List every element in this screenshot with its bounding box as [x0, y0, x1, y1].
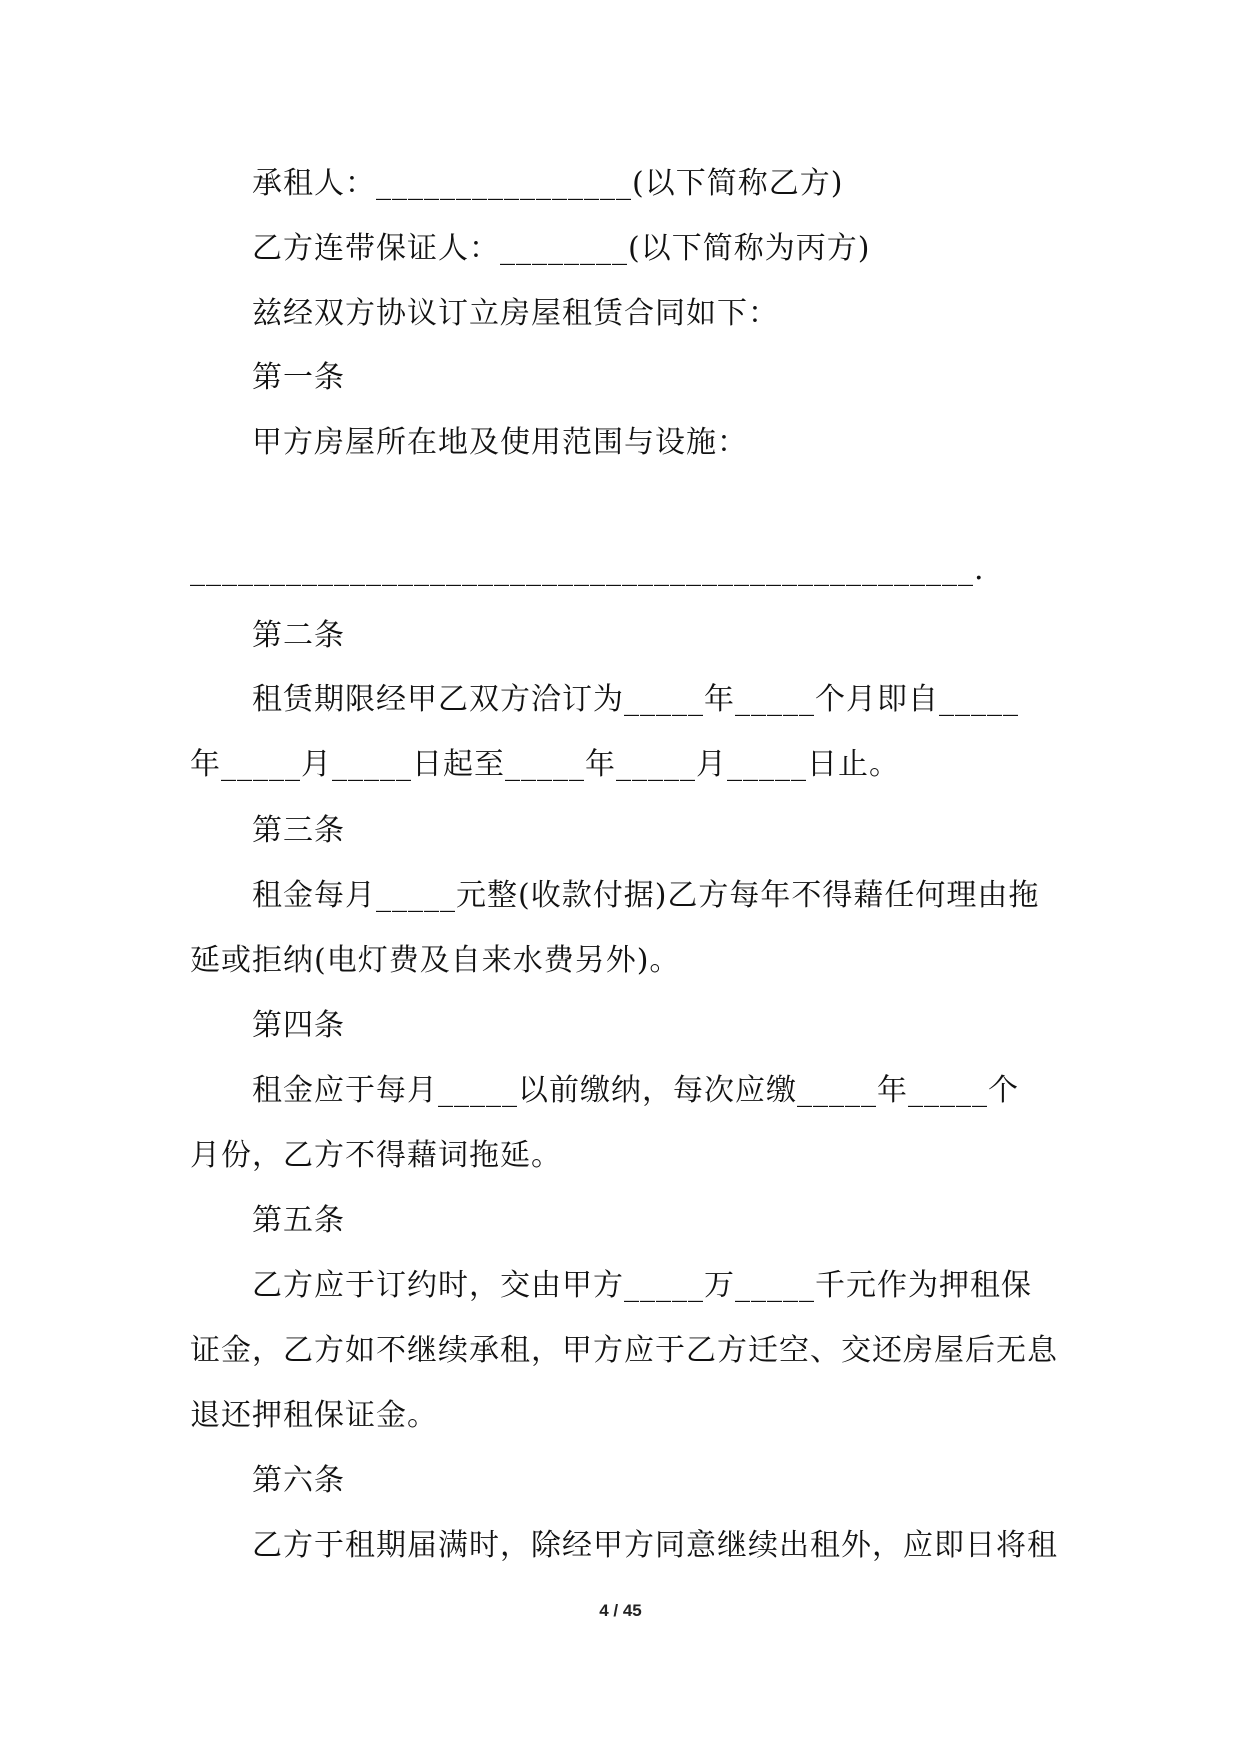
article-3-heading: 第三条	[252, 813, 345, 848]
article-5-text-cont-2: 退还押租保证金。	[190, 1398, 438, 1433]
guarantor-line: 乙方连带保证人：________(以下简称为丙方)	[252, 231, 871, 266]
article-3-text-cont: 延或拒纳(电灯费及自来水费另外)。	[190, 943, 681, 978]
tenant-line: 承租人：________________(以下简称乙方)	[252, 166, 844, 201]
article-2-text-cont: 年_____月_____日起至_____年_____月_____日止。	[190, 747, 900, 782]
article-4-text: 租金应于每月_____以前缴纳，每次应缴_____年_____个	[252, 1073, 1019, 1108]
article-1-text: 甲方房屋所在地及使用范围与设施：	[252, 425, 748, 460]
article-5-heading: 第五条	[252, 1203, 345, 1238]
article-1-heading: 第一条	[252, 360, 345, 395]
article-5-text: 乙方应于订约时，交由甲方_____万_____千元作为押租保	[252, 1268, 1032, 1303]
agreement-intro: 兹经双方协议订立房屋租赁合同如下：	[252, 296, 779, 331]
article-6-heading: 第六条	[252, 1463, 345, 1498]
article-1-blank-line: _________________________________________________.	[190, 552, 985, 587]
page-number: 4 / 45	[599, 1601, 642, 1620]
article-4-text-cont: 月份，乙方不得藉词拖延。	[190, 1138, 562, 1173]
article-5-text-cont-1: 证金，乙方如不继续承租，甲方应于乙方迁空、交还房屋后无息	[190, 1333, 1058, 1368]
article-6-text: 乙方于租期届满时，除经甲方同意继续出租外，应即日将租	[252, 1528, 1058, 1563]
article-3-text: 租金每月_____元整(收款付据)乙方每年不得藉任何理由拖	[252, 878, 1040, 913]
article-4-heading: 第四条	[252, 1008, 345, 1043]
article-2-heading: 第二条	[252, 618, 345, 653]
article-2-text: 租赁期限经甲乙双方洽订为_____年_____个月即自_____	[252, 682, 1019, 717]
